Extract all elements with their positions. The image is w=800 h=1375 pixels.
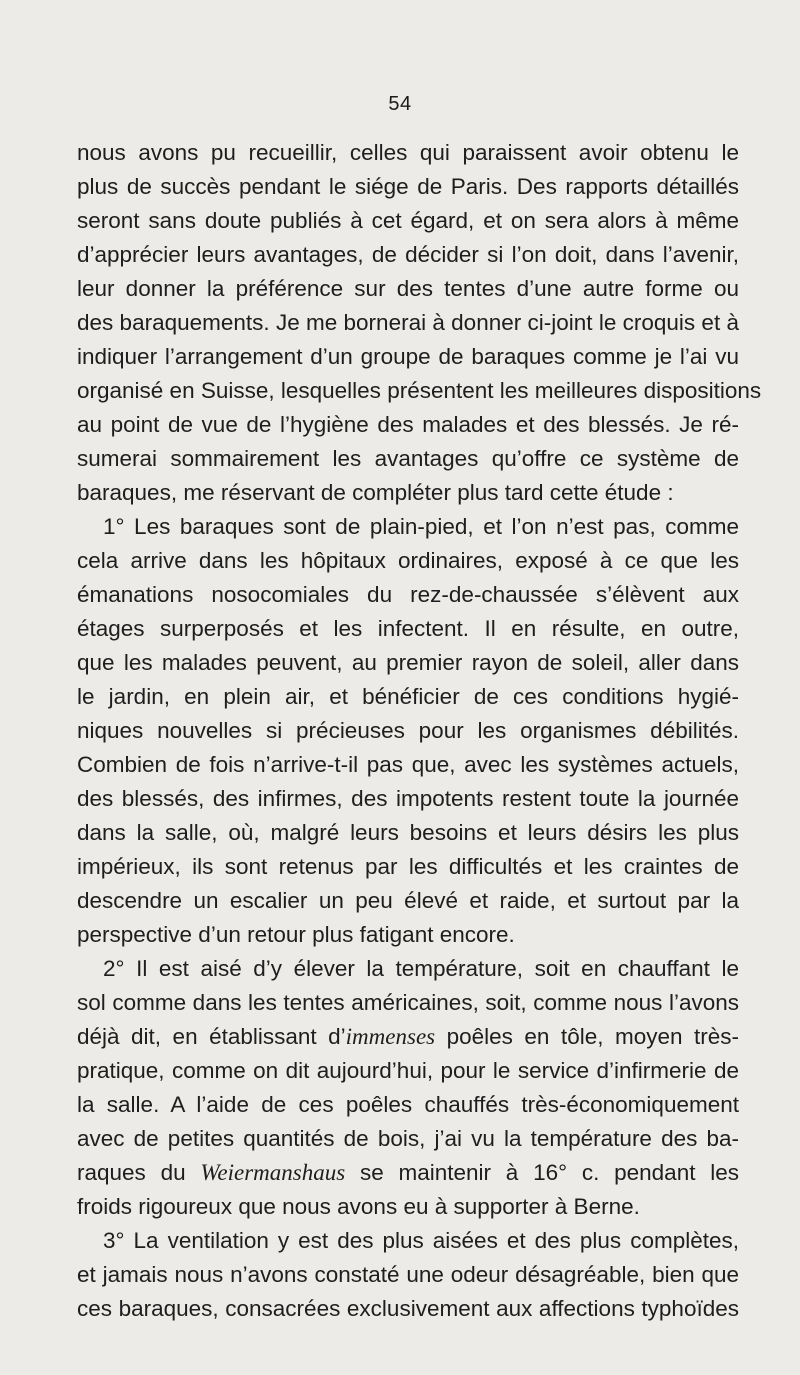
text-line: seront sans doute publiés à cet égard, et on sera alors à même (77, 208, 739, 233)
text-line (77, 1020, 739, 1054)
text-line: des blessés, des infirmes, des impotents restent toute la journée (77, 786, 739, 811)
text-line: étages surperposés et les infectent. Il en résulte, en outre, (77, 616, 739, 641)
text-line: pratique, comme on dit aujourd’hui, pour le service d’infirmerie de (77, 1058, 739, 1083)
text-line: nous avons pu recueillir, celles qui paraissent avoir obtenu le (77, 140, 739, 165)
italic-term: immenses (345, 1024, 436, 1049)
text-line: ces baraques, consacrées exclusivement aux affections typhoïdes (77, 1296, 739, 1321)
text-line: avec de petites quantités de bois, j’ai vu la température des ba- (77, 1126, 739, 1151)
page-number: 54 (388, 93, 412, 115)
text-line: indiquer l’arrangement d’un groupe de baraques comme je l’ai vu (77, 344, 739, 369)
text-segment: se maintenir à 16° c. pendant les (345, 1160, 739, 1185)
text-line: d’apprécier leurs avantages, de décider si l’on doit, dans l’avenir, (77, 242, 739, 267)
text-segment: déjà dit, en établissant d’ (77, 1024, 346, 1049)
text-line: 1° Les baraques sont de plain-pied, et l’on n’est pas, comme (103, 514, 739, 539)
text-line: des baraquements. Je me bornerai à donner ci-joint le croquis et à (77, 310, 739, 335)
text-line: dans la salle, où, malgré leurs besoins et leurs désirs les plus (77, 820, 739, 845)
text-line: impérieux, ils sont retenus par les difficultés et les craintes de (77, 854, 739, 879)
text-line: leur donner la préférence sur des tentes d’une autre forme ou (77, 276, 739, 301)
text-line: organisé en Suisse, lesquelles présentent les meilleures dispositions (77, 378, 762, 403)
text-line: sol comme dans les tentes américaines, soit, comme nous l’avons (77, 990, 739, 1015)
text-line: froids rigoureux que nous avons eu à supporter à Berne. (77, 1194, 640, 1219)
text-line: et jamais nous n’avons constaté une odeur désagréable, bien que (77, 1262, 739, 1287)
text-segment: raques du (77, 1160, 201, 1185)
text-line: plus de succès pendant le siége de Paris. Des rapports détaillés (77, 174, 739, 199)
text-line: émanations nosocomiales du rez-de-chaussée s’élèvent aux (77, 582, 739, 607)
italic-term: Weiermanshaus (200, 1160, 346, 1185)
text-line: sumerai sommairement les avantages qu’offre ce système de (77, 446, 739, 471)
text-line: 2° Il est aisé d’y élever la température, soit en chauffant le (103, 956, 739, 981)
text-line: 3° La ventilation y est des plus aisées et des plus complètes, (103, 1228, 739, 1253)
text-line: Combien de fois n’arrive-t-il pas que, avec les systèmes actuels, (77, 752, 739, 777)
text-line: le jardin, en plein air, et bénéficier de ces conditions hygié- (77, 684, 739, 709)
text-line: cela arrive dans les hôpitaux ordinaires, exposé à ce que les (77, 548, 739, 573)
text-line (77, 1156, 739, 1190)
text-line: niques nouvelles si précieuses pour les organismes débilités. (77, 718, 739, 743)
text-line: perspective d’un retour plus fatigant encore. (77, 922, 515, 947)
text-line: la salle. A l’aide de ces poêles chauffés très-économiquement (77, 1092, 739, 1117)
text-line: descendre un escalier un peu élevé et raide, et surtout par la (77, 888, 739, 913)
text-line: au point de vue de l’hygiène des malades et des blessés. Je ré- (77, 412, 739, 437)
text-line: baraques, me réservant de compléter plus tard cette étude : (77, 480, 674, 505)
body-text (77, 136, 762, 1326)
text-segment: poêles en tôle, moyen très- (435, 1024, 739, 1049)
text-line: que les malades peuvent, au premier rayon de soleil, aller dans (77, 650, 739, 675)
